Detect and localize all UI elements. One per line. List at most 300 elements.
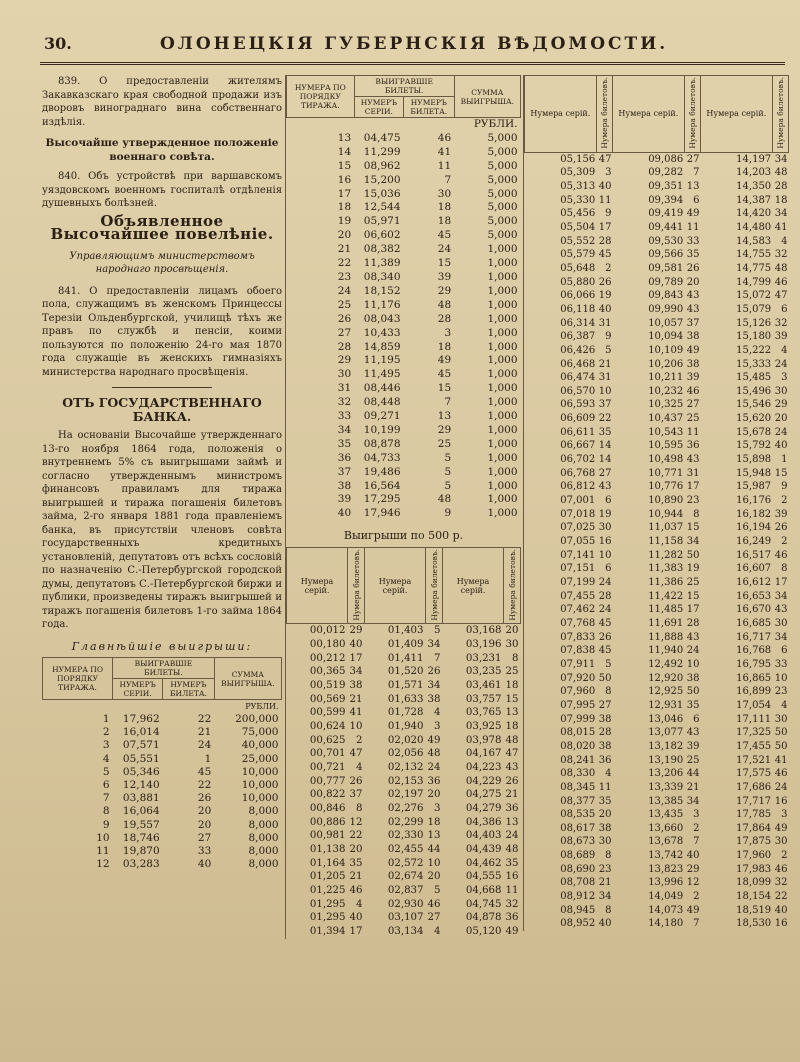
ticket-number: 24 (427, 762, 441, 773)
series-number: 10,325 (648, 399, 684, 411)
ticket-number: 8 (356, 802, 363, 814)
ticket-number: 8 (781, 563, 788, 575)
ticket-number: 9 (781, 481, 788, 493)
table-row (287, 507, 521, 521)
header-ticket: НУМЕРЪ БИЛЕТА. (163, 679, 215, 700)
table-row (525, 385, 789, 399)
order-number: 7 (102, 792, 110, 805)
series-number: 09,843 (648, 290, 684, 302)
table-row (525, 644, 789, 658)
series-number: 15,898 (736, 454, 772, 466)
ticket-number: 13 (505, 707, 519, 719)
ticket-number: 27 (427, 912, 441, 924)
table-row (287, 693, 521, 707)
ticket-number: 38 (598, 740, 612, 752)
ticket-number: 18 (437, 201, 452, 214)
table-row (525, 235, 789, 249)
table-row (525, 521, 789, 535)
header-ticket-numbers (348, 547, 365, 624)
wins-500-table-a (286, 547, 521, 939)
series-number: 01,295 (309, 898, 346, 910)
table-row (525, 494, 789, 508)
table-row (287, 285, 521, 299)
series-number: 09,530 (648, 235, 684, 247)
ticket-number: 13 (686, 180, 700, 192)
ticket-number: 11 (437, 159, 452, 172)
win-amount: 1,000 (487, 479, 518, 492)
series-number: 17,295 (363, 493, 401, 506)
ticket-number: 26 (598, 276, 612, 288)
series-number: 13,046 (648, 713, 684, 725)
ticket-number: 27 (598, 467, 612, 479)
ticket-number: 2 (781, 536, 788, 548)
series-number: 16,768 (736, 645, 772, 657)
paragraph-840: 840. Объ устройствѣ при варшавскомъ уяздовскомъ военномъ госпиталѣ отдѣленія душевныхъ болѣзней. (42, 171, 282, 209)
ticket-number: 17 (598, 221, 612, 233)
series-number: 07,455 (560, 590, 596, 602)
ticket-number: 11 (686, 426, 700, 438)
series-number: 00,777 (309, 775, 346, 787)
ticket-number: 29 (686, 863, 700, 875)
series-number: 03,196 (465, 639, 502, 651)
series-number: 15,036 (363, 187, 401, 200)
table-row (287, 424, 521, 438)
ticket-number: 34 (427, 639, 441, 651)
ticket-number: 4 (781, 699, 788, 711)
column-left (42, 75, 282, 871)
series-number: 14,387 (736, 194, 772, 206)
table-row (287, 354, 521, 368)
ticket-number: 38 (686, 331, 700, 343)
ticket-number: 18 (437, 340, 452, 353)
ticket-number: 41 (774, 754, 788, 766)
table-row (287, 368, 521, 382)
series-number: 08,690 (560, 863, 596, 875)
divider (112, 387, 212, 388)
column-middle (285, 75, 521, 939)
series-number: 11,195 (363, 354, 401, 367)
table-row (287, 271, 521, 285)
ticket-number: 40 (598, 918, 612, 930)
win-amount: 1,000 (487, 243, 518, 256)
header-sum: СУММА ВЫИГРЫША. (454, 76, 520, 118)
series-number: 14,775 (736, 262, 772, 274)
series-number: 04,275 (465, 789, 502, 801)
header-winning: ВЫИГРАВШІЕ БИЛЕТЫ. (113, 658, 215, 679)
ticket-number: 7 (444, 396, 452, 409)
table-row (525, 358, 789, 372)
ticket-number: 29 (437, 423, 452, 436)
series-number: 01,940 (387, 721, 424, 733)
win-amount: 5,000 (487, 215, 518, 228)
win-amount: 1,000 (487, 270, 518, 283)
ticket-number: 32 (774, 317, 788, 329)
ticket-number: 6 (693, 194, 700, 206)
series-number: 08,446 (363, 382, 401, 395)
series-number: 08,689 (560, 850, 596, 862)
table-row (525, 262, 789, 276)
series-number: 06,593 (560, 399, 596, 411)
ticket-number: 45 (197, 765, 212, 778)
series-number: 04,878 (465, 912, 502, 924)
ticket-number: 36 (598, 754, 612, 766)
series-number: 10,199 (363, 423, 401, 436)
table-row (525, 166, 789, 180)
series-number: 09,441 (648, 221, 684, 233)
ticket-number: 18 (505, 721, 519, 733)
table-row (287, 898, 521, 912)
ticket-number: 21 (197, 726, 212, 739)
header-ticket-numbers (772, 76, 788, 153)
series-number: 12,544 (363, 201, 401, 214)
win-amount: 5,000 (487, 145, 518, 158)
ticket-number: 7 (434, 652, 441, 664)
series-number: 14,203 (736, 167, 772, 179)
win-amount: 5,000 (487, 201, 518, 214)
ticket-number: 14 (598, 440, 612, 452)
series-number: 05,120 (465, 925, 502, 937)
ticket-number: 18 (437, 215, 452, 228)
rubles-label: РУБЛИ. (473, 118, 518, 130)
ticket-number: 4 (781, 344, 788, 356)
ticket-number: 39 (686, 740, 700, 752)
series-number: 00,519 (309, 680, 346, 692)
series-number: 13,660 (648, 822, 684, 834)
series-number: 17,575 (736, 768, 772, 780)
ticket-number: 22 (774, 891, 788, 903)
series-number: 00,180 (309, 639, 346, 651)
order-number: 17 (337, 187, 352, 200)
ticket-number: 38 (598, 822, 612, 834)
series-number: 08,962 (363, 159, 401, 172)
series-number: 14,180 (648, 918, 684, 930)
table-row (287, 802, 521, 816)
ticket-number: 30 (774, 713, 788, 725)
table-row (43, 766, 282, 779)
ticket-number: 34 (774, 631, 788, 643)
ticket-number: 48 (774, 167, 788, 179)
ticket-number: 29 (774, 399, 788, 411)
table-row (287, 624, 521, 638)
ticket-number: 23 (598, 863, 612, 875)
ticket-number: 45 (437, 229, 452, 242)
series-number: 02,930 (387, 898, 424, 910)
series-number: 06,387 (560, 331, 596, 343)
series-number: 16,064 (122, 805, 160, 818)
series-number: 11,158 (648, 536, 684, 548)
ticket-number: 32 (774, 249, 788, 261)
series-number: 08,020 (560, 740, 596, 752)
wins-500-table-b (524, 75, 789, 931)
ticket-number: 21 (686, 781, 700, 793)
ticket-number: 47 (598, 153, 612, 165)
series-number: 13,996 (648, 877, 684, 889)
table-row (525, 152, 789, 166)
ticket-number: 34 (686, 536, 700, 548)
series-number: 13,678 (648, 836, 684, 848)
ticket-number: 19 (598, 290, 612, 302)
win-amount: 1,000 (487, 451, 518, 464)
win-amount: 1,000 (487, 396, 518, 409)
series-number: 07,768 (560, 617, 596, 629)
table-row (43, 858, 282, 871)
ticket-number: 25 (686, 754, 700, 766)
ticket-number: 34 (686, 795, 700, 807)
series-number: 01,520 (387, 666, 424, 678)
ticket-number: 24 (774, 426, 788, 438)
table-row (525, 439, 789, 453)
ticket-number: 16 (774, 918, 788, 930)
series-number: 10,437 (648, 413, 684, 425)
ticket-number: 30 (437, 187, 452, 200)
series-number: 08,340 (363, 270, 401, 283)
series-number: 16,249 (736, 536, 772, 548)
ticket-number: 15 (686, 590, 700, 602)
series-number: 04,229 (465, 775, 502, 787)
series-number: 17,983 (736, 863, 772, 875)
table-row (525, 535, 789, 549)
series-number: 05,456 (560, 208, 596, 220)
series-number: 07,055 (560, 536, 596, 548)
table-row (287, 734, 521, 748)
series-number: 05,504 (560, 221, 596, 233)
series-number: 01,728 (387, 707, 424, 719)
order-number: 16 (337, 173, 352, 186)
ticket-number: 10 (686, 658, 700, 670)
series-number: 10,543 (648, 426, 684, 438)
ticket-number: 7 (693, 918, 700, 930)
series-number: 18,746 (122, 831, 160, 844)
order-number: 34 (337, 423, 352, 436)
ticket-number: 2 (693, 822, 700, 834)
header-series-numbers: Нумера серій. (700, 76, 772, 153)
series-number: 07,911 (560, 658, 596, 670)
ticket-number: 26 (686, 262, 700, 274)
ticket-number: 15 (437, 382, 452, 395)
series-number: 01,138 (309, 843, 346, 855)
table-row (43, 726, 282, 739)
table-row (43, 845, 282, 858)
wins-500-heading: Выигрыши по 500 р. (343, 529, 464, 543)
ticket-number: 17 (686, 604, 700, 616)
order-number: 25 (337, 298, 352, 311)
ticket-number: 26 (427, 666, 441, 678)
ticket-number: 26 (598, 631, 612, 643)
win-amount: 25,000 (241, 752, 279, 765)
table-row (525, 876, 789, 890)
table-row (525, 863, 789, 877)
win-amount: 8,000 (248, 845, 279, 858)
ticket-number: 34 (774, 208, 788, 220)
series-number: 17,946 (363, 507, 401, 520)
win-amount: 1,000 (487, 368, 518, 381)
series-number: 03,168 (465, 625, 502, 637)
table-row (525, 248, 789, 262)
series-number: 03,231 (465, 652, 502, 664)
series-number: 13,823 (648, 863, 684, 875)
series-number: 16,194 (736, 522, 772, 534)
series-number: 01,205 (309, 871, 346, 883)
ticket-number: 43 (686, 290, 700, 302)
header-ticket-numbers (684, 76, 700, 153)
order-number: 1 (102, 713, 110, 725)
table-row (525, 699, 789, 713)
series-number: 17,686 (736, 781, 772, 793)
table-row (287, 761, 521, 775)
ticket-number: 40 (349, 639, 363, 651)
ticket-number: 15 (774, 467, 788, 479)
ticket-number: 18 (505, 680, 519, 692)
ticket-number: 22 (598, 413, 612, 425)
table-row (525, 576, 789, 590)
ticket-number: 35 (349, 857, 363, 869)
series-number: 11,383 (648, 563, 684, 575)
table-row (525, 740, 789, 754)
series-number: 11,299 (363, 145, 401, 158)
table-row (525, 808, 789, 822)
series-number: 04,439 (465, 843, 502, 855)
series-number: 12,492 (648, 658, 684, 670)
series-number: 16,014 (122, 726, 160, 739)
order-number: 2 (102, 726, 110, 739)
series-number: 16,653 (736, 590, 772, 602)
series-number: 06,468 (560, 358, 596, 370)
series-number: 04,167 (465, 748, 502, 760)
ticket-number: 20 (197, 805, 212, 818)
series-number: 07,141 (560, 549, 596, 561)
series-number: 04,475 (363, 131, 401, 144)
ticket-number: 27 (686, 399, 700, 411)
rubles-label: РУБЛИ. (245, 702, 279, 711)
win-amount: 8,000 (248, 818, 279, 831)
wins-table-continued (286, 75, 521, 521)
series-number: 10,595 (648, 440, 684, 452)
series-number: 15,546 (736, 399, 772, 411)
series-number: 16,607 (736, 563, 772, 575)
ticket-number: 43 (598, 481, 612, 493)
ticket-number: 30 (774, 836, 788, 848)
series-number: 02,020 (387, 734, 424, 746)
series-number: 08,448 (363, 396, 401, 409)
ticket-number: 43 (505, 762, 519, 773)
ticket-number: 15 (437, 257, 452, 270)
table-row (525, 426, 789, 440)
order-number: 15 (337, 159, 352, 172)
ticket-number: 31 (686, 467, 700, 479)
series-number: 02,299 (387, 816, 424, 828)
ticket-number: 28 (598, 727, 612, 739)
series-number: 17,785 (736, 809, 772, 821)
table-row (525, 631, 789, 645)
ticket-number: 7 (693, 167, 700, 179)
series-number: 14,480 (736, 221, 772, 233)
ticket-number: 16 (774, 795, 788, 807)
series-number: 05,330 (560, 194, 596, 206)
ticket-number: 40 (598, 180, 612, 192)
ticket-number: 40 (774, 904, 788, 916)
ticket-number: 33 (686, 235, 700, 247)
series-number: 07,462 (560, 604, 596, 616)
series-number: 17,111 (736, 713, 772, 725)
table-row (525, 603, 789, 617)
series-number: 12,925 (648, 686, 684, 698)
ticket-number: 26 (505, 775, 519, 787)
ticket-number: 31 (598, 317, 612, 329)
header-winning: ВЫИГРАВШІЕ БИЛЕТЫ. (354, 76, 454, 97)
series-number: 18,530 (736, 918, 772, 930)
series-number: 04,223 (465, 762, 502, 773)
heading-approved: Высочайше утвержденное положеніе военнаго совѣта. (45, 137, 279, 163)
header-series-numbers: Нумера серій. (443, 547, 504, 624)
ticket-number: 10 (598, 549, 612, 561)
ticket-number: 13 (505, 816, 519, 828)
series-number: 11,485 (648, 604, 684, 616)
paragraph-839: 839. О предоставленіи жителямъ Закавказскаго края свободной продажи изъ двоpовъ винограднаго вина собственнаго издѣлія. (42, 76, 282, 128)
ticket-number: 19 (598, 508, 612, 520)
ticket-number: 5 (444, 451, 452, 464)
series-number: 17,054 (736, 699, 772, 711)
heading-announced: Объявленное Высочайшее повелѣніе. (50, 211, 274, 243)
table-row (43, 779, 282, 792)
order-number: 33 (337, 410, 352, 423)
series-number: 03,765 (465, 707, 502, 719)
ticket-number: 46 (774, 276, 788, 288)
series-number: 06,609 (560, 413, 596, 425)
newspaper-title: ОЛОНЕЦКІЯ ГУБЕРНСКІЯ ВѢДОМОСТИ. (160, 34, 669, 54)
series-number: 07,018 (560, 508, 596, 520)
series-number: 11,037 (648, 522, 684, 534)
table-row (287, 313, 521, 327)
ticket-number: 22 (349, 830, 363, 842)
table-row (287, 215, 521, 229)
series-number: 02,132 (387, 762, 424, 773)
series-number: 14,350 (736, 180, 772, 192)
ticket-number: 50 (686, 549, 700, 561)
ticket-number: 4 (781, 235, 788, 247)
ticket-number: 47 (505, 748, 519, 760)
win-amount: 5,000 (487, 229, 518, 242)
series-number: 17,521 (736, 754, 772, 766)
ticket-number: 48 (774, 262, 788, 274)
series-number: 02,330 (387, 830, 424, 842)
table-row (525, 289, 789, 303)
win-amount: 5,000 (487, 187, 518, 200)
order-number: 19 (337, 215, 352, 228)
ticket-number: 23 (686, 495, 700, 507)
series-number: 10,433 (363, 326, 401, 339)
series-number: 00,365 (309, 666, 346, 678)
order-number: 35 (337, 437, 352, 450)
header-order: НУМЕРА ПО ПОРЯДКУ ТИРАЖА. (43, 658, 113, 700)
table-row (287, 747, 521, 761)
table-row (525, 467, 789, 481)
ticket-number: 5 (444, 465, 452, 478)
table-row (525, 412, 789, 426)
ticket-number: 26 (197, 792, 212, 805)
win-amount: 5,000 (487, 131, 518, 144)
series-number: 09,271 (363, 410, 401, 423)
series-number: 15,496 (736, 385, 772, 397)
win-amount: 8,000 (248, 805, 279, 818)
ticket-number: 29 (349, 625, 363, 637)
ticket-number: 3 (444, 326, 452, 339)
table-row (525, 180, 789, 194)
series-number: 10,498 (648, 454, 684, 466)
series-number: 11,282 (648, 549, 684, 561)
series-number: 07,920 (560, 672, 596, 684)
series-number: 00,886 (309, 816, 346, 828)
order-number: 20 (337, 229, 352, 242)
